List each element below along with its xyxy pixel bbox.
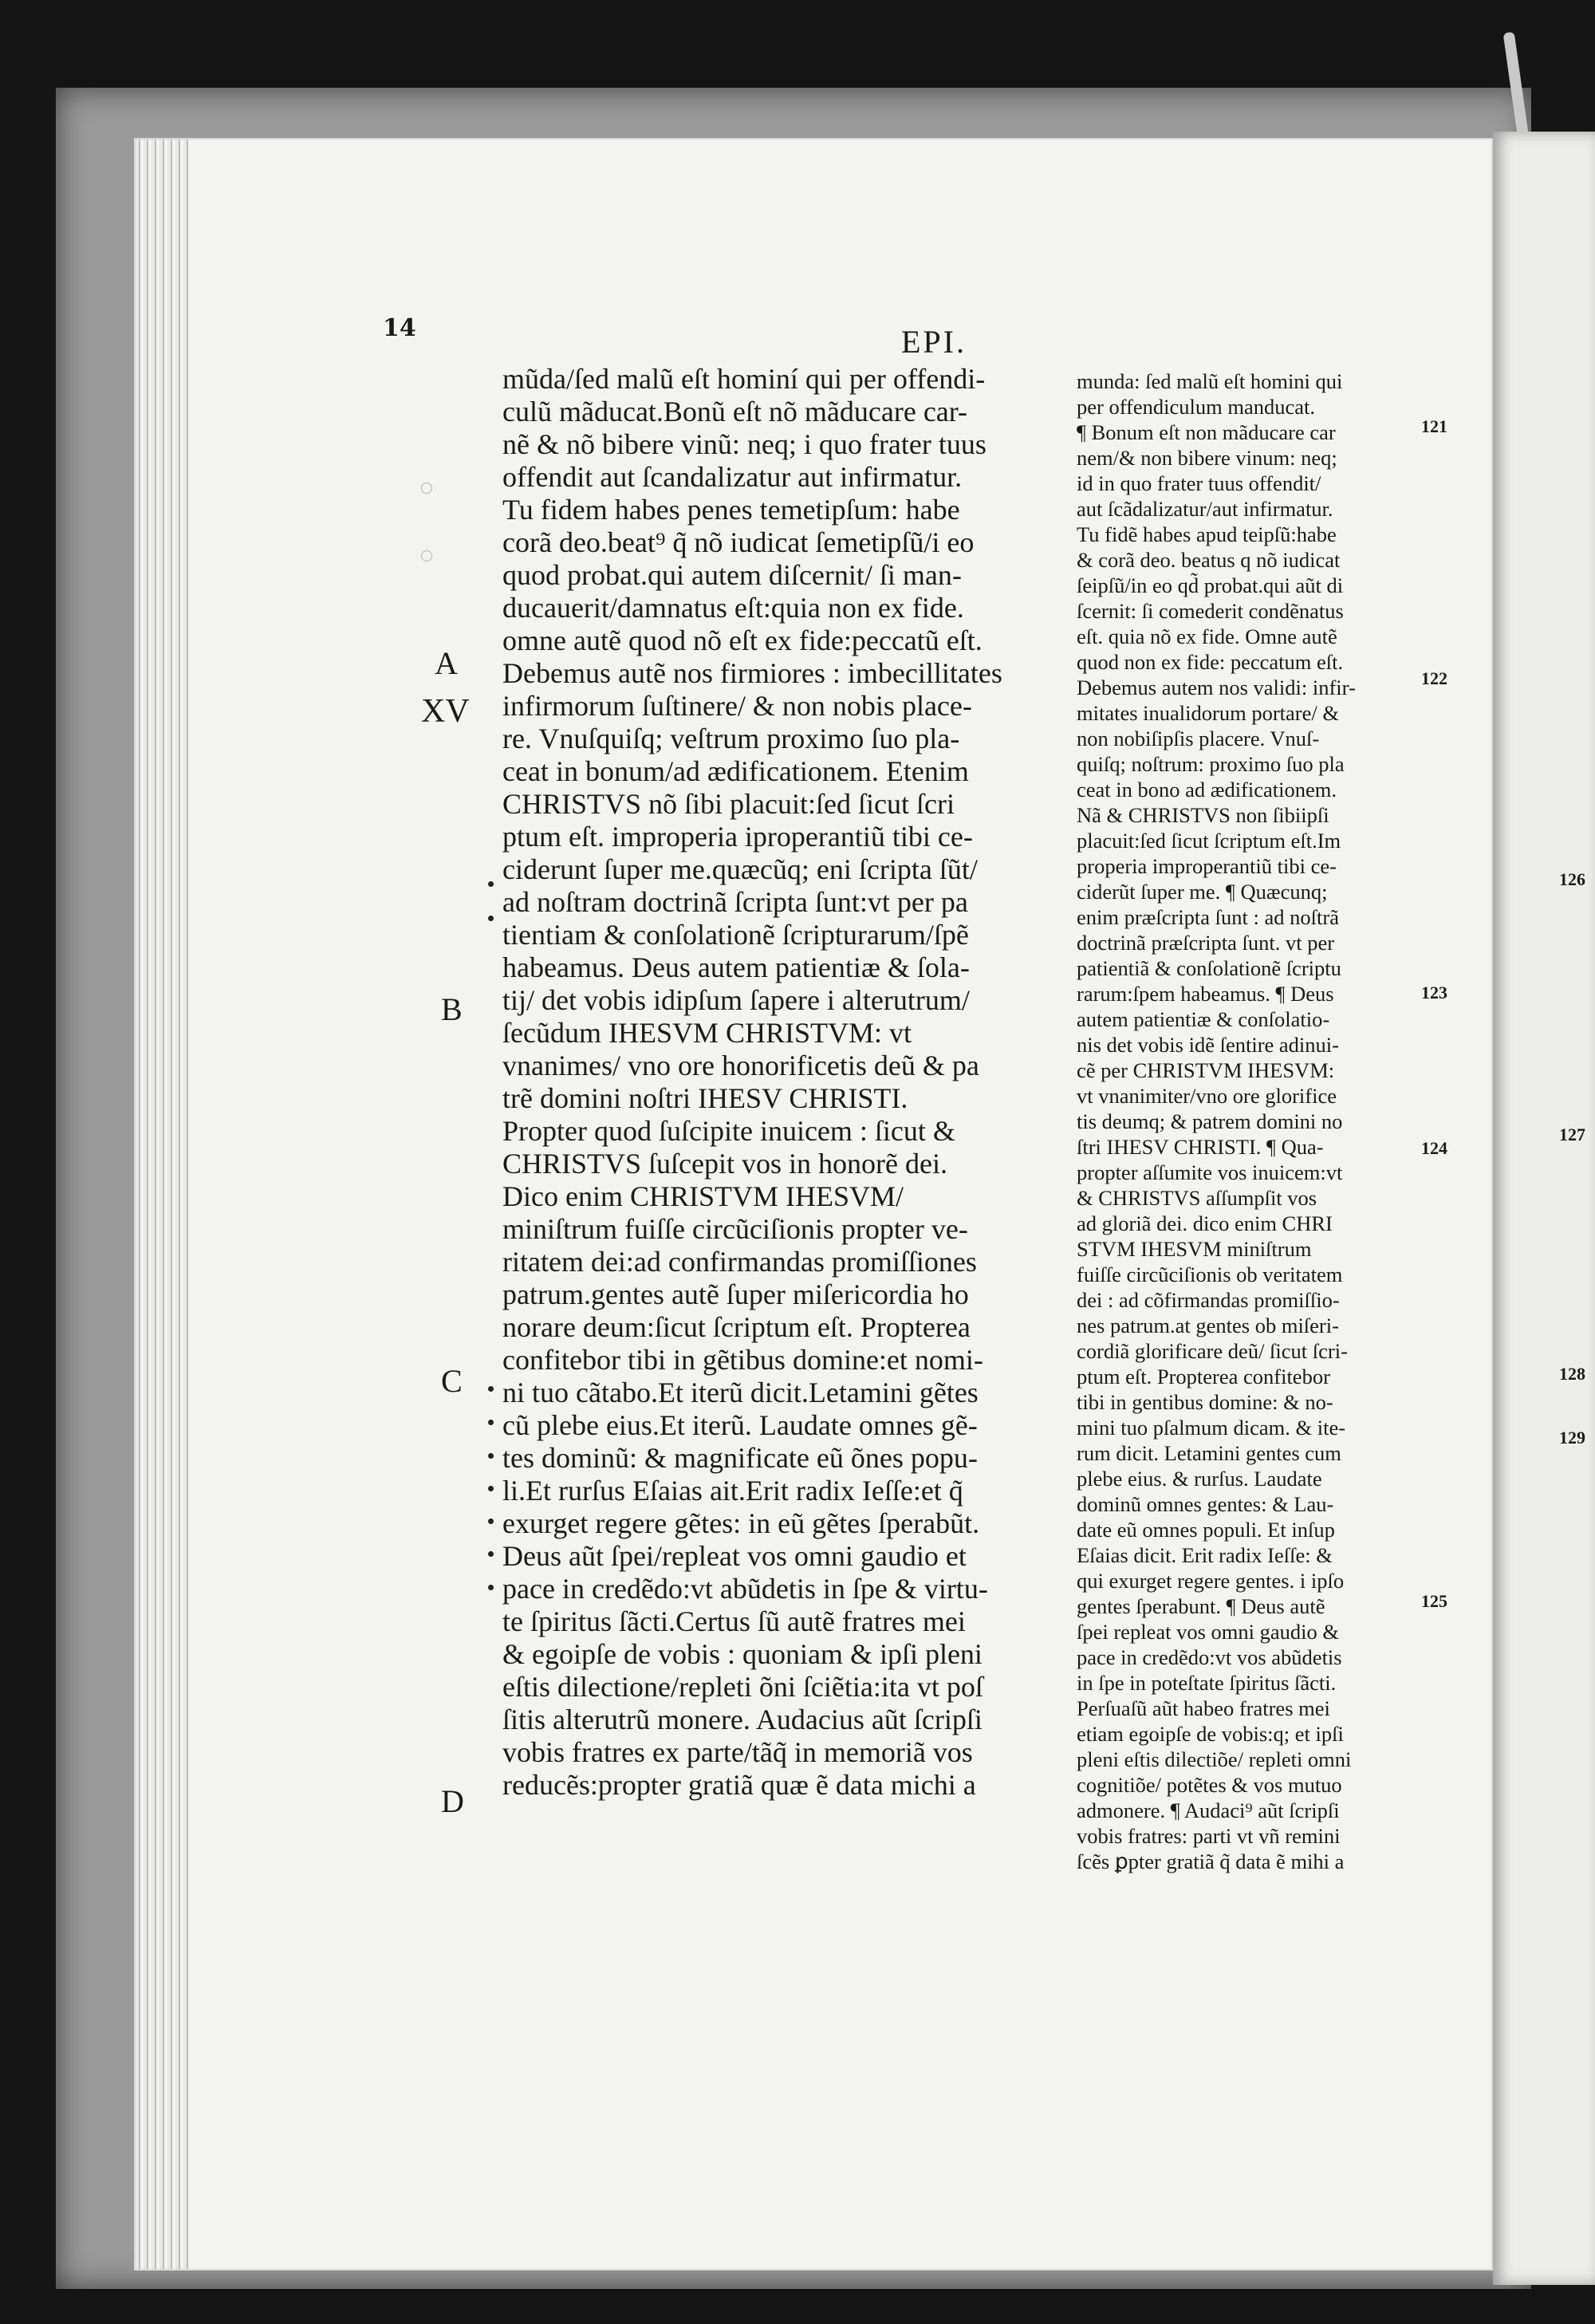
- main-text-line: tij/ det vobis idipſum ſapere i alterutrum/: [502, 984, 970, 1016]
- commentary-line: tis deumq; & patrem domini no: [1077, 1109, 1343, 1133]
- commentary-line: Debemus autem nos validi: infir-: [1077, 676, 1356, 699]
- commentary-line: nis det vobis idẽ ſentire adinui-: [1077, 1033, 1339, 1057]
- commentary-line: cognitiõe/ potẽtes & vos mutuo: [1077, 1773, 1342, 1797]
- main-text-line: tientiam & conſolationẽ ſcripturarum/ſpẽ: [502, 919, 969, 951]
- main-text-line: miniſtrum fuiſſe circũciſionis propter ve-: [502, 1213, 968, 1245]
- commentary-line: etiam egoipſe de vobis:q; et ipſi: [1077, 1722, 1344, 1746]
- commentary-line: doctrinã præſcripta ſunt. vt per: [1077, 931, 1335, 955]
- commentary-line: mini tuo pſalmum dicam. & ite-: [1077, 1416, 1346, 1440]
- commentary-line: dominũ omnes gentes: & Lau-: [1077, 1492, 1334, 1516]
- commentary-line: ſpei repleat vos omni gaudio &: [1077, 1620, 1339, 1644]
- main-text-line: ceat in bonum/ad ædificationem. Etenim: [502, 755, 969, 787]
- commentary-line: ¶ Bonum eſt non mãducare car: [1077, 420, 1336, 444]
- commentary-line: properia improperantiũ tibi ce-: [1077, 854, 1337, 878]
- quote-mark-dot: [488, 916, 494, 921]
- main-text-line: ni tuo cãtabo.Et iterũ dicit.Letamini gẽtes: [502, 1377, 979, 1408]
- main-text-line: CHRISTVS nõ ſibi placuit:ſed ſicut ſcri: [502, 788, 955, 820]
- main-text-line: culũ mãducat.Bonũ eſt nõ mãducare car-: [502, 396, 968, 427]
- main-text-line: patrum.gentes autẽ ſuper miſericordia ho: [502, 1278, 969, 1310]
- commentary-line: & CHRISTVS aſſumpſit vos: [1077, 1186, 1317, 1210]
- main-text-line: te ſpiritus ſãcti.Certus ſũ autẽ fratres mei: [502, 1605, 966, 1637]
- main-text-line: omne autẽ quod nõ eſt ex fide:peccatũ eſt.: [502, 624, 983, 656]
- main-text-line: Dico enim CHRISTVM IHESVM/: [502, 1180, 904, 1212]
- facing-page-number: 127: [1559, 1125, 1585, 1144]
- commentary-line: nes patrum.at gentes ob miſeri-: [1077, 1314, 1339, 1337]
- commentary-verse-number: 125: [1421, 1591, 1447, 1611]
- commentary-line: propter aſſumite vos inuicem:vt: [1077, 1160, 1343, 1184]
- main-text-line: ſecũdum IHESVM CHRISTVM: vt: [502, 1017, 912, 1049]
- main-text-line: Deus aũt ſpei/repleat vos omni gaudio et: [502, 1540, 967, 1572]
- main-text-line: Propter quod ſuſcipite inuicem : ſicut &: [502, 1115, 955, 1147]
- commentary-line: non nobiſipſis placere. Vnuſ-: [1077, 727, 1320, 750]
- commentary-line: quod non ex fide: peccatum eſt.: [1077, 650, 1344, 674]
- commentary-line: rarum:ſpem habeamus. ¶ Deus: [1077, 982, 1334, 1006]
- main-text-line: mũda/ſed malũ eſt hominí qui per offendi-: [502, 363, 986, 395]
- margin-letter-d: D: [441, 1783, 464, 1819]
- commentary-line: rum dicit. Letamini gentes cum: [1077, 1441, 1341, 1465]
- main-text-line: & egoipſe de vobis : quoniam & ipſi pleni: [502, 1638, 983, 1670]
- commentary-line: & corã deo. beatus q nõ iudicat: [1077, 548, 1341, 572]
- commentary-line: qui exurget regere gentes. i ipſo: [1077, 1569, 1345, 1593]
- main-text-line: ptum eſt. improperia iproperantiũ tibi ce-: [502, 821, 973, 853]
- running-head: EPI.: [901, 324, 967, 360]
- commentary-verse-number: 123: [1421, 983, 1447, 1002]
- commentary-line: ſeipſũ/in eo qd̃ probat.qui aũt di: [1077, 573, 1344, 597]
- commentary-line: munda: ſed malũ eſt homini qui: [1077, 369, 1343, 393]
- commentary-line: ſtri IHESV CHRISTI. ¶ Qua-: [1077, 1135, 1324, 1159]
- commentary-line: Eſaias dicit. Erit radix Ieſſe: &: [1077, 1543, 1333, 1567]
- faint-ring-mark: [421, 550, 432, 561]
- folio-number: 14: [383, 314, 416, 342]
- main-text-line: ritatem dei:ad confirmandas promiſſiones: [502, 1246, 977, 1278]
- commentary-line: Perſuaſũ aũt habeo fratres mei: [1077, 1696, 1330, 1720]
- main-text-line: ad noſtram doctrinã ſcripta ſunt:vt per pa: [502, 886, 968, 918]
- commentary-line: patientiã & conſolationẽ ſcriptu: [1077, 956, 1341, 980]
- faint-ring-mark: [421, 483, 432, 494]
- commentary-line: ceat in bono ad ædificationem.: [1077, 778, 1337, 802]
- commentary-line: aut ſcãdalizatur/aut infirmatur.: [1077, 497, 1333, 521]
- main-text-line: confitebor tibi in gẽtibus domine:et nomi-: [502, 1344, 983, 1376]
- main-text-line: vobis fratres ex parte/tãq̃ in memoriã vos: [502, 1736, 973, 1768]
- commentary-line: admonere. ¶ Audaci⁹ aũt ſcripſi: [1077, 1798, 1340, 1822]
- main-text-line: pace in credẽdo:vt abũdetis in ſpe & virtu-: [502, 1573, 988, 1605]
- quote-mark-dot: [488, 1551, 494, 1557]
- commentary-line: STVM IHESVM miniſtrum: [1077, 1237, 1312, 1261]
- commentary-column: [1077, 368, 1432, 1874]
- commentary-verse-number: 121: [1421, 416, 1447, 436]
- facing-page-number: 129: [1559, 1428, 1585, 1448]
- main-text-line: exurget regere gẽtes: in eũ gẽtes ſperabũt.: [502, 1507, 980, 1539]
- main-text-line: cũ plebe eius.Et iterũ. Laudate omnes gẽ-: [502, 1409, 978, 1441]
- commentary-line: fuiſſe circũciſionis ob veritatem: [1077, 1262, 1343, 1286]
- commentary-line: per offendiculum manducat.: [1077, 395, 1316, 419]
- main-text-line: norare deum:ſicut ſcriptum eſt. Propterea: [502, 1311, 971, 1343]
- commentary-line: Tu fidẽ habes apud teipſũ:habe: [1077, 522, 1337, 546]
- commentary-line: Nã & CHRISTVS non ſibiipſi: [1077, 803, 1329, 827]
- commentary-line: autem patientiæ & conſolatio-: [1077, 1007, 1330, 1031]
- main-text-line: re. Vnuſquiſq; veſtrum proximo ſuo pla-: [502, 723, 960, 754]
- main-text-line: Tu fidem habes penes temetipſum: habe: [502, 494, 960, 526]
- quote-mark-dot: [488, 1486, 494, 1491]
- main-text-line: tes dominũ: & magnificate eũ õnes popu-: [502, 1442, 978, 1474]
- main-text-line: eſtis dilectione/repleti õni ſciẽtia:ita vt poſ: [502, 1671, 983, 1703]
- commentary-line: plebe eius. & rurſus. Laudate: [1077, 1467, 1322, 1491]
- main-text-line: habeamus. Deus autem patientiæ & ſola-: [502, 951, 970, 983]
- main-text-line: reducẽs:propter gratiã quæ ẽ data michi a: [502, 1769, 976, 1801]
- main-text-column: [502, 363, 1053, 1802]
- commentary-line: quiſq; noſtrum: proximo ſuo pla: [1077, 752, 1345, 776]
- quote-mark-dot: [488, 1453, 494, 1459]
- main-text-line: corã deo.beat⁹ q̃ nõ iudicat ſemetipſũ/i eo: [502, 526, 975, 558]
- commentary-line: ad gloriã dei. dico enim CHRI: [1077, 1211, 1333, 1235]
- commentary-line: vt vnanimiter/vno ore glorifice: [1077, 1084, 1337, 1108]
- commentary-line: ciderũt ſuper me. ¶ Quæcunq;: [1077, 880, 1328, 904]
- main-text-line: CHRISTVS ſuſcepit vos in honorẽ dei.: [502, 1148, 947, 1180]
- commentary-line: enim præſcripta ſunt : ad noſtrã: [1077, 905, 1339, 929]
- commentary-line: dei : ad cõfirmandas promiſſio-: [1077, 1288, 1340, 1312]
- commentary-line: ſcernit: ſi comederit condẽnatus: [1077, 599, 1344, 623]
- commentary-line: eſt. quia nõ ex fide. Omne autẽ: [1077, 624, 1337, 648]
- main-text-line: li.Et rurſus Eſaias ait.Erit radix Ieſſe:et q̃: [502, 1475, 963, 1507]
- commentary-line: ptum eſt. Propterea confitebor: [1077, 1365, 1330, 1388]
- quote-mark-dot: [488, 1585, 494, 1590]
- main-text-line: ducauerit/damnatus eſt:quia non ex fide.: [502, 592, 964, 624]
- commentary-line: id in quo frater tuus offendit/: [1077, 471, 1321, 495]
- main-text-line: trẽ domini noſtri IHESV CHRISTI.: [502, 1082, 908, 1114]
- main-text-line: offendit aut ſcandalizatur aut infirmatur.: [502, 461, 963, 493]
- commentary-line: pace in credẽdo:vt vos abũdetis: [1077, 1645, 1342, 1669]
- commentary-verse-number: 122: [1421, 668, 1447, 688]
- commentary-line: placuit:ſed ſicut ſcriptum eſt.Im: [1077, 829, 1341, 853]
- page-edges: [136, 140, 191, 2269]
- margin-letter-a: A: [435, 645, 458, 681]
- margin-letter-b: B: [441, 991, 463, 1027]
- main-text-line: nẽ & nõ bibere vinũ: neq; i quo frater tuus: [502, 428, 987, 460]
- commentary-line: date eũ omnes populi. Et inſup: [1077, 1518, 1335, 1542]
- commentary-line: gentes ſperabunt. ¶ Deus autẽ: [1077, 1594, 1325, 1618]
- commentary-line: ſcẽs ꝑpter gratiã q̃ data ẽ mihi a: [1077, 1849, 1345, 1873]
- main-text-line: Debemus autẽ nos firmiores : imbecillitates: [502, 657, 1002, 689]
- commentary-line: pleni eſtis dilectiõe/ repleti omni: [1077, 1747, 1352, 1771]
- main-text-line: quod probat.qui autem diſcernit/ ſi man-: [502, 559, 962, 591]
- commentary-line: in ſpe in poteſtate ſpiritus ſãcti.: [1077, 1671, 1337, 1695]
- facing-page-number: 128: [1559, 1364, 1585, 1384]
- quote-mark-dot: [488, 1420, 494, 1425]
- commentary-line: cẽ per CHRISTVM IHESVM:: [1077, 1058, 1335, 1082]
- margin-letter-c: C: [441, 1363, 463, 1399]
- commentary-line: cordiã glorificare deũ/ ſicut ſcri-: [1077, 1339, 1348, 1363]
- commentary-line: nem/& non bibere vinum: neq;: [1077, 446, 1337, 470]
- main-text-line: ſitis alterutrũ monere. Audacius aũt ſcripſi: [502, 1704, 983, 1735]
- facing-page-number: 126: [1559, 869, 1585, 889]
- quote-mark-dot: [488, 1386, 494, 1392]
- main-text-line: vnanimes/ vno ore honorificetis deũ & pa: [502, 1050, 979, 1081]
- quote-mark-dot: [488, 1518, 494, 1524]
- margin-chapter-number: XV: [421, 693, 470, 730]
- commentary-verse-number: 124: [1421, 1138, 1447, 1158]
- main-text-line: infirmorum ſuſtinere/ & non nobis place-: [502, 690, 972, 722]
- quote-mark-dot: [488, 881, 494, 887]
- facing-page-edge: [1493, 132, 1595, 2285]
- commentary-line: mitates inualidorum portare/ &: [1077, 701, 1339, 725]
- main-text-line: ciderunt ſuper me.quæcũq; eni ſcripta ſũt/: [502, 853, 978, 885]
- commentary-line: tibi in gentibus domine: & no-: [1077, 1390, 1333, 1414]
- commentary-line: vobis fratres: parti vt vñ remini: [1077, 1824, 1341, 1848]
